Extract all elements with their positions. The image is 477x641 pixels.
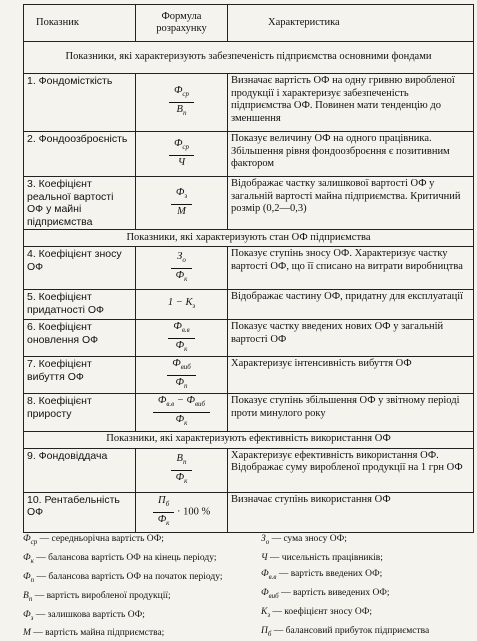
table-row: [24, 394, 474, 431]
legend-symbol: $Ф_{в.в}$: [261, 568, 277, 581]
legend-symbol: $Ф_з$: [23, 609, 34, 622]
characteristic: Відображає частку залишкової вартості ОФ у загальній вартості майна підприємства. Критичний розмір (0,2—0,3): [228, 177, 474, 230]
header-formula: Формула розрахунку: [136, 5, 228, 42]
fraction: [171, 187, 192, 218]
characteristic: Характеризує інтенсивність вибуття ОФ: [228, 357, 474, 394]
numerator: $Ф_{ср}$: [169, 85, 194, 103]
legend-item: [261, 623, 475, 641]
formula: [136, 177, 228, 230]
legend-text: — балансова вартість ОФ на кінець періоду;: [33, 552, 217, 563]
legend-text: — середньорічна вартість ОФ;: [37, 534, 164, 544]
section-row: [24, 42, 474, 74]
indicator-name: 1. Фондомісткість: [24, 74, 136, 132]
indicator-name: 3. Коефіцієнт реальної вартості ОФ у майні підприємства: [24, 177, 136, 230]
legend-text: — балансова вартість ОФ на початок періоду;: [34, 571, 223, 582]
legend-item: [23, 550, 258, 569]
legend-symbol: $Ф_п$: [23, 571, 35, 584]
legend-text: — вартість виробленої продукції;: [32, 590, 171, 601]
numerator: $Ф_з$: [171, 187, 192, 205]
legend-left-column: [23, 531, 258, 641]
fraction: [171, 251, 193, 285]
legend-item: [23, 588, 258, 607]
characteristic: Показує частку введених нових ОФ у загальній вартості ОФ: [228, 320, 474, 357]
indicator-name: 9. Фондовіддача: [24, 448, 136, 492]
legend-text: — вартість введених ОФ;: [276, 568, 383, 579]
denominator: $Ф_к$: [175, 471, 188, 485]
legend-text: — залишкова вартість ОФ;: [33, 609, 145, 620]
legend-symbol: $Ф_{ср}$: [23, 534, 38, 546]
table-row: [24, 492, 474, 532]
indicator-name: 7. Коефіцієнт вибуття ОФ: [24, 357, 136, 394]
legend-symbol: $В_п$: [23, 590, 33, 603]
formula: [136, 448, 228, 492]
indicator-name: 4. Коефіцієнт зносу ОФ: [24, 247, 136, 290]
legend-item: [261, 531, 475, 550]
characteristic: Показує величину ОФ на одного працівника. Збільшення рівня фондоозброєння є позитивним фактором: [228, 132, 474, 177]
table-row: [24, 320, 474, 357]
legend-symbol: $К_з$: [261, 606, 271, 619]
denominator: $Ф_к$: [175, 269, 188, 283]
characteristic: Визначає вартість ОФ на одну гривню виробленої продукції і характеризує забезпеченість підприємства ОФ. Повинен мати тенденцію до зменшення: [228, 74, 474, 132]
denominator: $Ф_к$: [175, 339, 188, 353]
legend-symbol: $Ф_к$: [23, 552, 34, 565]
table-row: [24, 132, 474, 177]
characteristic: Відображає частину ОФ, придатну для експлуатації: [228, 290, 474, 320]
characteristic: Показує ступінь збільшення ОФ у звітному періоді проти минулого року: [228, 394, 474, 431]
indicator-name: 2. Фондоозброєність: [24, 132, 136, 177]
section-title: Показники, які характеризують забезпеченість підприємства основними фондами: [24, 42, 474, 74]
formula: [136, 320, 228, 357]
legend-symbol: $П_б$: [261, 625, 272, 638]
numerator: $П_б$: [153, 495, 175, 513]
formula: [136, 247, 228, 290]
table-row: [24, 448, 474, 492]
indicator-name: 6. Коефіцієнт оновлення ОФ: [24, 320, 136, 357]
denominator: $Ф_к$: [175, 413, 188, 428]
legend-item: [23, 569, 258, 588]
legend-text: — сума зносу ОФ;: [269, 534, 347, 544]
formula: [136, 74, 228, 132]
table-row: [24, 74, 474, 132]
indicators-table: [23, 4, 474, 533]
header-characteristic: Характеристика: [228, 5, 474, 42]
legend-item: [23, 625, 258, 641]
numerator: $З_о$: [171, 251, 193, 269]
fraction: [153, 495, 175, 529]
legend-item: [261, 604, 475, 623]
section-row: [24, 230, 474, 247]
legend-text: — коефіцієнт зносу ОФ;: [270, 606, 372, 617]
section-title: Показники, які характеризують ефективність використання ОФ: [24, 431, 474, 448]
denominator: Ч: [177, 157, 186, 169]
legend-item: [261, 566, 475, 585]
table-row: [24, 290, 474, 320]
formula: [136, 492, 228, 532]
denominator: М: [177, 206, 186, 218]
formula: [136, 290, 228, 320]
legend-symbol: Ч: [261, 552, 268, 563]
fraction: [169, 85, 194, 119]
indicator-name: 10. Рентабельність ОФ: [24, 492, 136, 532]
fraction: [169, 138, 194, 169]
legend-text: — вартість майна підприємства;: [30, 628, 165, 639]
legend-item: [261, 585, 475, 604]
indicator-name: 8. Коефіцієнт приросту: [24, 394, 136, 431]
section-row: [24, 431, 474, 448]
header-indicator: Показник: [24, 5, 136, 42]
fraction: [168, 321, 194, 355]
denominator: $Ф_п$: [175, 376, 188, 390]
formula-suffix: · 100 %: [174, 506, 211, 518]
numerator: $Ф_{ср}$: [169, 138, 194, 156]
numerator: $Ф_{в.в} - Ф_{виб}$: [153, 395, 210, 413]
table-row: [24, 247, 474, 290]
indicator-name: 5. Коефіцієнт придатності ОФ: [24, 290, 136, 320]
legend-right-column: [261, 531, 475, 641]
legend-text: — балансовий прибуток підприємства: [271, 625, 430, 636]
formula: [136, 394, 228, 431]
formula: [136, 357, 228, 394]
table-row: [24, 357, 474, 394]
legend-text: — вартість виведених ОФ;: [278, 587, 390, 598]
formula: [136, 132, 228, 177]
fraction: [167, 358, 196, 392]
numerator: $Ф_{виб}$: [167, 358, 196, 376]
legend-item: [261, 550, 475, 566]
legend-symbol: $З_о$: [261, 534, 270, 546]
formula-text: $1 - К_з$: [167, 296, 196, 310]
legend-item: [23, 531, 258, 550]
legend-symbol: М: [23, 628, 31, 639]
table-header-row: [24, 5, 474, 42]
denominator: $Ф_к$: [157, 513, 170, 527]
table-row: [24, 177, 474, 230]
characteristic: Показує ступінь зносу ОФ. Характеризує частку вартості ОФ, що її списано на витрати виробництва: [228, 247, 474, 290]
denominator: $В_п$: [176, 104, 187, 118]
characteristic: Характеризує ефективність використання ОФ. Відображає суму виробленої продукції на 1 грн ОФ: [228, 448, 474, 492]
numerator: $Ф_{в.в}$: [168, 321, 194, 339]
legend-symbol: $Ф_{виб}$: [261, 587, 279, 600]
fraction: [171, 453, 193, 487]
legend-item: [23, 607, 258, 626]
characteristic: Визначає ступінь використання ОФ: [228, 492, 474, 532]
numerator: $В_п$: [171, 453, 193, 471]
legend-text: — чисельність працівників;: [267, 552, 383, 563]
fraction: [153, 395, 210, 429]
section-title: Показники, які характеризують стан ОФ підприємства: [24, 230, 474, 247]
